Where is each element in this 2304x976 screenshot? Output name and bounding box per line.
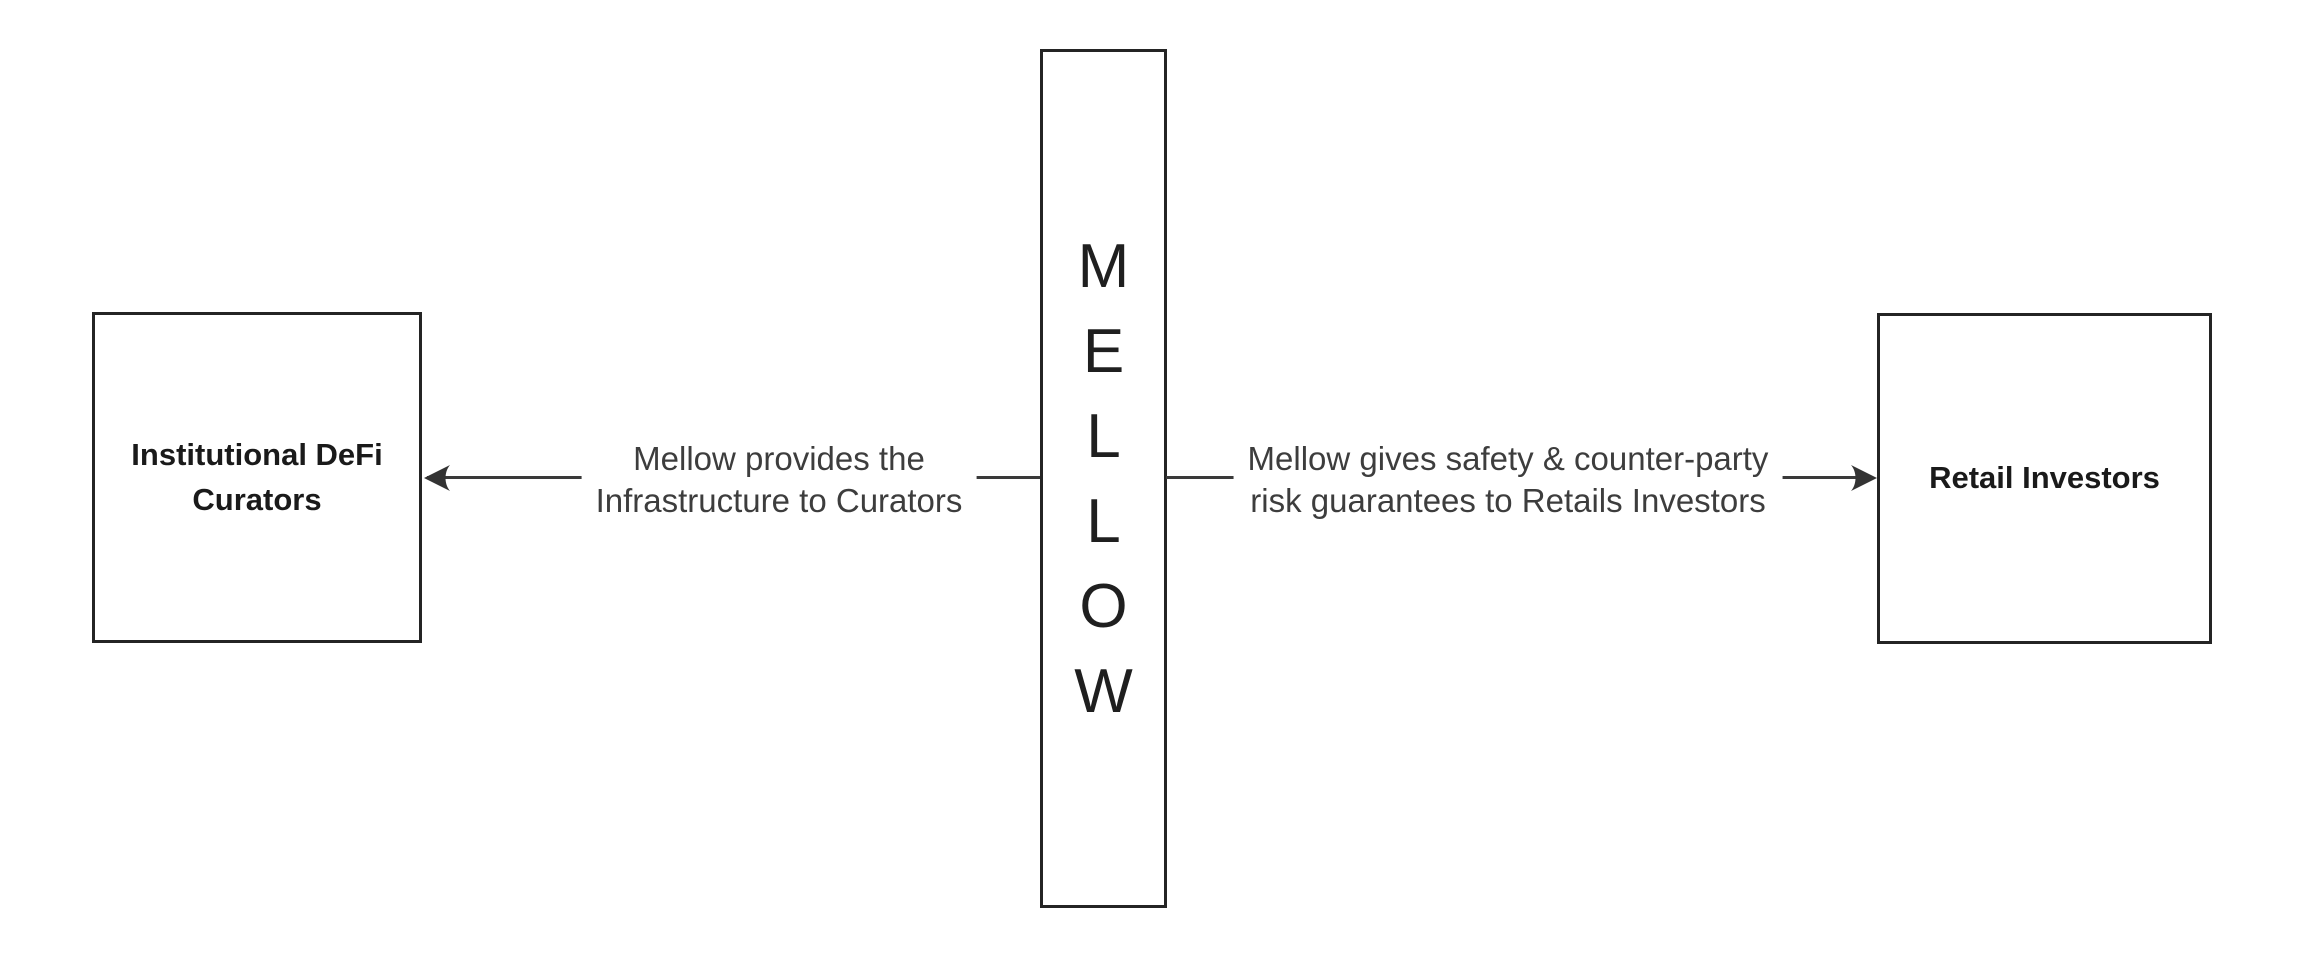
edge-label-right: [1234, 432, 1783, 528]
edge-label-line: Mellow provides the: [633, 439, 925, 477]
edge-label-line: risk guarantees to Retails Investors: [1250, 482, 1766, 519]
edge-label-left: [582, 432, 977, 528]
arrowhead-left-icon: [423, 463, 451, 493]
mellow-letter: E: [1082, 316, 1125, 386]
arrowhead-right-icon: [1850, 463, 1878, 493]
node-institutional-defi-curators: [92, 312, 422, 643]
edge-label-line: Infrastructure to Curators: [595, 482, 963, 519]
edge-label-line: Mellow gives safety & counter-party: [1247, 439, 1769, 477]
mellow-letter: W: [1074, 656, 1133, 726]
mellow-letter: L: [1086, 486, 1121, 556]
mellow-letter: O: [1079, 571, 1128, 641]
node-retail-investors: [1877, 313, 2212, 644]
node-label-line: Institutional DeFi: [131, 437, 383, 473]
node-label-line: Curators: [192, 481, 322, 517]
mellow-letter: L: [1086, 401, 1121, 471]
node-label-line: Retail Investors: [1929, 460, 2160, 496]
mellow-letter: M: [1077, 231, 1130, 301]
node-mellow: [1040, 49, 1167, 908]
